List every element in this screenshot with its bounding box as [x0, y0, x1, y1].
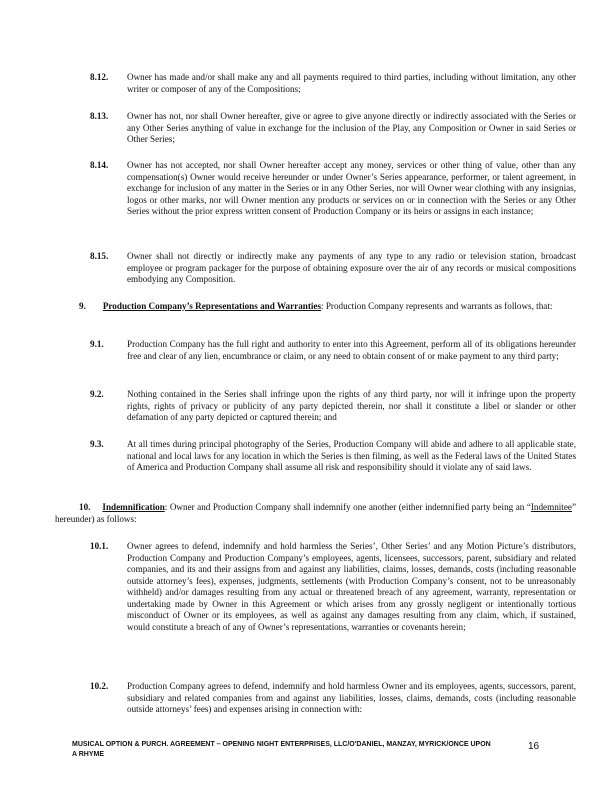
section-number: 9.	[79, 301, 86, 311]
clause-text: Owner has not accepted, nor shall Owner hereafter accept any money, services or other thing of value, other than any compensation(s) Owner would receive hereunder or under Owner’s Series appearance, performer, or talent agreement, in exchange for inclusion of any matter in the Series or in any Other Series, nor will Owner wear clothing with any insignias, logos or other marks, nor will Owner mention any products or services on or in connection with the Series or any Other Series without the prior express written consent of Production Company or its heirs or assigns in each instance;	[127, 160, 576, 217]
clause-number: 9.1.	[90, 339, 104, 349]
clause-text: Nothing contained in the Series shall infringe upon the rights of any third party, nor will it infringe upon the property rights, rights of privacy or publicity of any party depicted therein, nor shall it constitute a libel or slander or other defamation of any party depicted or captured therein; and	[127, 389, 576, 423]
clause-number: 8.14.	[90, 160, 109, 170]
clause-text: Production Company has the full right and authority to enter into this Agreement, perform all of its obligations hereunder free and clear of any lien, encumbrance or claim, or any need to obtain consent of or make payment to any third party;	[127, 339, 576, 361]
clause-number: 8.15.	[90, 251, 109, 261]
footer-title: MUSICAL OPTION & PURCH. AGREEMENT – OPENING NIGHT ENTERPRISES, LLC/O'DANIEL, MANZAY, MYRICK/ONCE UPON A RHYME	[72, 741, 491, 758]
page-number: 16	[528, 741, 540, 752]
section-title: Indemnification	[102, 502, 165, 512]
clause-text: Production Company agrees to defend, indemnify and hold harmless Owner and its employees, agents, successors, parent, subsidiary and related companies from and against any liabilities, losses, claims, demands, costs (including reasonable outside attorneys’ fees) and expenses arising in connection with:	[127, 681, 576, 715]
clause-text: Owner agrees to defend, indemnify and hold harmless the Series’, Other Series’ and any Motion Picture’s distributors, Production Company and Production Company’s employees, agents, licensees, successors, parent, subsidiary and related companies, and its and their assigns from and against any liabilities, claims, losses, demands, costs (including reasonable outside attorney’s fees), expenses, judgments, settlements (with Production Company’s consent, not to be unreasonably withheld) and/or damages resulting from any actual or threatened breach of any agreement, warranty, representation or undertaking made by Owner in this Agreement or which arises from any grossly negligent or intentionally tortious misconduct of Owner or its employees, as well as against any damages resulting from any claim, which, if sustained, would constitute a breach of any of Owner’s representations, warranties or covenants herein;	[127, 541, 576, 632]
section-number: 10.	[79, 502, 91, 512]
clause-text: Owner shall not directly or indirectly make any payments of any type to any radio or television station, broadcast employee or program packager for the purpose of obtaining exposure over the air of any records or musical compositions embodying any Composition.	[127, 251, 576, 285]
section-title: Production Company’s Representations and Warranties	[102, 301, 322, 311]
clause-number: 8.13.	[90, 111, 109, 121]
clause-number: 10.1.	[90, 541, 109, 551]
clause-number: 9.3.	[90, 439, 104, 449]
defined-term: Indemnitee	[530, 502, 572, 512]
section-9-heading	[55, 301, 576, 313]
clause-text: Owner has not, nor shall Owner hereafter, give or agree to give anyone directly or indirectly associated with the Series or any Other Series anything of value in exchange for the inclusion of the Play, any Composition or Owner in said Series or Other Series;	[127, 111, 576, 145]
clause-text: At all times during principal photography of the Series, Production Company will abide and adhere to all applicable state, national and local laws for any location in which the Series is then filming, as well as the Federal laws of the United States of America and Production Company shall assume all risk and responsibility should it violate any of said laws.	[127, 439, 576, 473]
clause-number: 9.2.	[90, 389, 104, 399]
section-10-heading	[55, 502, 576, 525]
section-intro-text: : Owner and Production Company shall indemnify one another (either indemnified party being an “	[164, 502, 531, 512]
section-intro-text: : Production Company represents and warrants as follows, that:	[321, 301, 553, 311]
clause-number: 10.2.	[90, 681, 109, 691]
section-intro-text-end: ” hereunder) as follows:	[55, 502, 576, 524]
clause-number: 8.12.	[90, 72, 109, 82]
clause-text: Owner has made and/or shall make any and all payments required to third parties, including without limitation, any other writer or composer of any of the Compositions;	[127, 72, 576, 94]
